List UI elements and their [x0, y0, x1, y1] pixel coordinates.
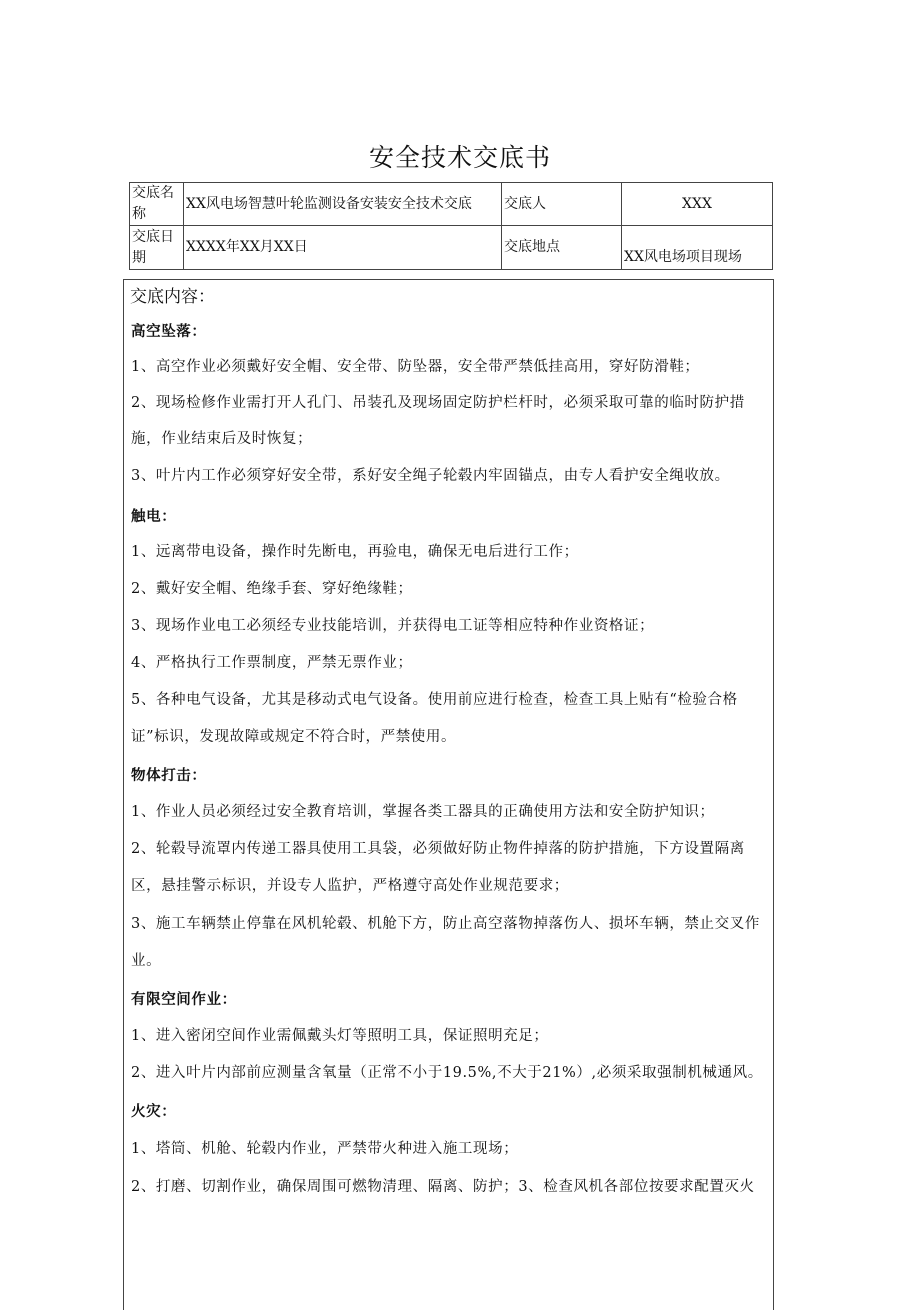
- content-line: 1、塔筒、机舱、轮毂内作业，严禁带火种进入施工现场；: [131, 1141, 519, 1157]
- name-label: 交底名称: [130, 183, 184, 226]
- content-line: 1、高空作业必须戴好安全帽、安全带、防坠器，安全带严禁低挂高用，穿好防滑鞋；: [131, 359, 700, 375]
- content-line: 证”标识，发现故障或规定不符合时，严禁使用。: [131, 729, 457, 745]
- person-label: 交底人: [502, 183, 622, 226]
- content-line: 3、叶片内工作必须穿好安全带，系好安全绳子轮毂内牢固锚点，由专人看护安全绳收放。: [131, 468, 730, 484]
- content-line: 1、远离带电设备，操作时先断电，再验电，确保无电后进行工作；: [131, 544, 579, 560]
- content-line: 2、打磨、切割作业，确保周围可燃物清理、隔离、防护；3、检查风机各部位按要求配置灭火: [131, 1179, 755, 1195]
- content-line: 业。: [131, 953, 162, 969]
- content-label: 交底内容：: [130, 287, 215, 307]
- document-title: 安全技术交底书: [368, 143, 551, 172]
- place-value: XX风电场项目现场: [622, 226, 773, 270]
- content-line: 1、进入密闭空间作业需佩戴头灯等照明工具，保证照明充足；: [131, 1028, 549, 1044]
- section-heading: 火灾：: [131, 1104, 177, 1120]
- name-value: XX风电场智慧叶轮监测设备安装安全技术交底: [184, 183, 502, 226]
- content-line: 3、施工车辆禁止停靠在风机轮毂、机舱下方，防止高空落物掉落伤人、损坏车辆，禁止交叉作: [131, 916, 760, 932]
- content-line: 4、严格执行工作票制度，严禁无票作业；: [131, 655, 413, 671]
- content-line: 5、各种电气设备，尤其是移动式电气设备。使用前应进行检查，检查工具上贴有“检验合格: [131, 692, 738, 708]
- section-heading: 物体打击：: [131, 768, 207, 784]
- content-line: 施，作业结束后及时恢复；: [131, 431, 313, 447]
- content-line: 2、轮毂导流罩内传递工器具使用工具袋，必须做好防止物件掉落的防护措施，下方设置隔离: [131, 841, 745, 857]
- content-line: 3、现场作业电工必须经专业技能培训，并获得电工证等相应特种作业资格证；: [131, 618, 655, 634]
- content-line: 区，悬挂警示标识，并设专人监护，严格遵守高处作业规范要求；: [131, 878, 569, 894]
- header-table: [129, 182, 773, 270]
- content-line: 2、戴好安全帽、绝缘手套、穿好绝缘鞋；: [131, 581, 413, 597]
- section-heading: 触电：: [131, 509, 177, 525]
- person-value: XXX: [622, 183, 773, 226]
- date-value: XXXX年XX月XX日: [184, 226, 502, 270]
- content-line: 1、作业人员必须经过安全教育培训，掌握各类工器具的正确使用方法和安全防护知识；: [131, 804, 715, 820]
- date-label: 交底日期: [130, 226, 184, 270]
- place-label: 交底地点: [502, 226, 622, 270]
- content-section: [123, 279, 774, 1310]
- content-line: 2、现场检修作业需打开人孔门、吊装孔及现场固定防护栏杆时，必须采取可靠的临时防护措: [131, 395, 745, 411]
- section-heading: 有限空间作业：: [131, 992, 237, 1008]
- section-heading: 高空坠落：: [131, 324, 207, 340]
- content-line: 2、进入叶片内部前应测量含氧量（正常不小于19.5%,不大于21%）,必须采取强制机械通风。: [131, 1065, 763, 1081]
